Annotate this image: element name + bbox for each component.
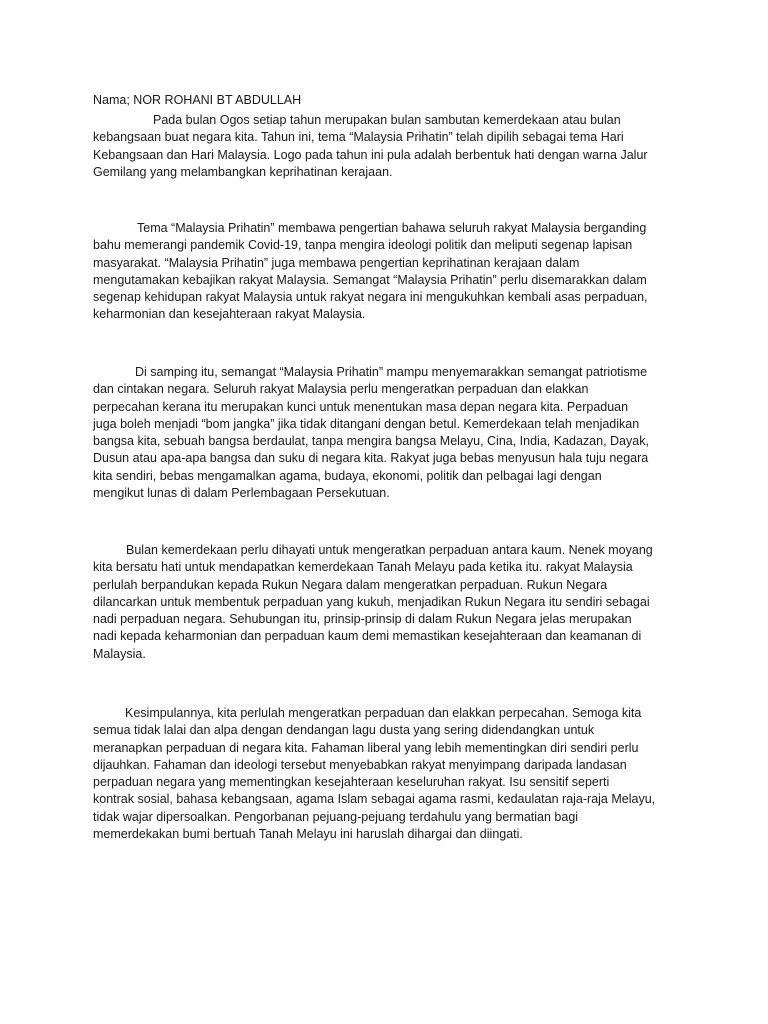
paragraph-line: mengutamakan kebajikan rakyat Malaysia. Semangat “Malaysia Prihatin” perlu disemarakkan dalam <box>93 272 647 287</box>
paragraph-line: perpaduan negara yang mementingkan kesejahteraan keseluruhan rakyat. Isu sensitif seperti <box>93 775 610 790</box>
paragraph-3 <box>93 364 649 502</box>
paragraph-line: Di samping itu, semangat “Malaysia Prihatin” mampu menyemarakkan semangat patriotisme <box>135 365 648 379</box>
paragraph-line: kontrak sosial, bahasa kebangsaan, agama Islam sebagai agama rasmi, kedaulatan raja-raja Melayu, <box>93 792 656 807</box>
paragraph-line: memerdekakan bumi bertuah Tanah Melayu ini haruslah dihargai dan diingati. <box>93 827 523 842</box>
paragraph-line: Tema “Malaysia Prihatin” membawa pengertian bahawa seluruh rakyat Malaysia berganding <box>137 221 647 235</box>
paragraph-line: dilancarkan untuk membentuk perpaduan yang kukuh, menjadikan Rukun Negara itu sendiri sebagai <box>93 594 650 609</box>
author-name-line: Nama; NOR ROHANI BT ABDULLAH <box>93 93 302 107</box>
paragraph-4 <box>93 542 653 663</box>
paragraph-line: Dusun atau apa-apa bangsa dan suku di negara kita. Rakyat juga bebas menyusun hala tuju negara <box>93 451 649 466</box>
paragraph-line: nadi kepada keharmonian dan perpaduan kaum demi memastikan kesejahteraan dan keamanan di <box>93 629 642 644</box>
paragraph-line: Bulan kemerdekaan perlu dihayati untuk mengeratkan perpaduan antara kaum. Nenek moyang <box>126 543 653 557</box>
paragraph-line: mengikut lunas di dalam Perlembagaan Persekutuan. <box>93 486 390 501</box>
paragraph-line: Gemilang yang melambangkan keprihatinan kerajaan. <box>93 164 393 179</box>
paragraph-line: keharmonian dan kesejahteraan rakyat Malaysia. <box>93 307 366 322</box>
paragraph-line: juga boleh menjadi “bom jangka” jika tidak ditangani dengan betul. Kemerdekaan telah menjadikan <box>93 416 640 431</box>
paragraph-line: perlulah berpandukan kepada Rukun Negara dalam mengeratkan perpaduan. Rukun Negara <box>93 577 608 592</box>
paragraph-2 <box>93 220 648 324</box>
paragraph-line: Pada bulan Ogos setiap tahun merupakan bulan sambutan kemerdekaan atau bulan <box>153 113 621 127</box>
paragraph-line: nadi perpaduan negara. Sehubungan itu, prinsip-prinsip di dalam Rukun Negara jelas merupakan <box>93 612 632 627</box>
paragraph-line: perpecahan kerana itu merupakan kunci untuk menentukan masa depan negara kita. Perpaduan <box>93 399 629 414</box>
paragraph-line: semua tidak lalai dan alpa dengan dendangan lagu dusta yang sering didendangkan untuk <box>93 723 595 738</box>
paragraph-line: masyarakat. “Malaysia Prihatin” juga membawa pengertian keprihatinan kerajaan dalam <box>93 255 580 270</box>
paragraph-line: meranapkan perpaduan di negara kita. Fahaman liberal yang lebih mementingkan diri sendiri perlu <box>93 740 639 755</box>
paragraph-1 <box>93 112 648 181</box>
paragraph-line: bangsa kita, sebuah bangsa berdaulat, tanpa mengira bangsa Melayu, Cina, India, Kadazan, Dayak, <box>93 434 649 449</box>
paragraph-line: dijauhkan. Fahaman dan ideologi tersebut menyebabkan rakyat menyimpang daripada landasan <box>93 757 627 772</box>
paragraph-line: kebangsaan buat negara kita. Tahun ini, tema “Malaysia Prihatin” telah dipilih sebagai tema Hari <box>93 130 624 145</box>
paragraph-5 <box>93 705 655 843</box>
paragraph-line: Kebangsaan dan Hari Malaysia. Logo pada tahun ini pula adalah berbentuk hati dengan warna Jalur <box>93 147 648 162</box>
paragraph-line: kita bersatu hati untuk mendapatkan kemerdekaan Tanah Melayu pada ketika itu. rakyat Malaysia <box>93 560 633 575</box>
paragraph-line: dan cintakan negara. Seluruh rakyat Malaysia perlu mengeratkan perpaduan dan elakkan <box>93 382 589 397</box>
paragraph-line: Malaysia. <box>93 646 146 661</box>
paragraph-line: tidak wajar dipersoalkan. Pengorbanan pejuang-pejuang terdahulu yang bermatian bagi <box>93 809 579 824</box>
paragraph-line: bahu memerangi pandemik Covid-19, tanpa mengira ideologi politik dan meliputi segenap lapisan <box>93 238 633 253</box>
paragraph-line: segenap kehidupan rakyat Malaysia untuk rakyat negara ini mengukuhkan kembali asas perpaduan, <box>93 290 648 305</box>
paragraph-line: kita sendiri, bebas mengamalkan agama, budaya, ekonomi, politik dan pelbagai lagi dengan <box>93 468 602 483</box>
paragraph-line: Kesimpulannya, kita perlulah mengeratkan perpaduan dan elakkan perpecahan. Semoga kita <box>125 706 642 720</box>
